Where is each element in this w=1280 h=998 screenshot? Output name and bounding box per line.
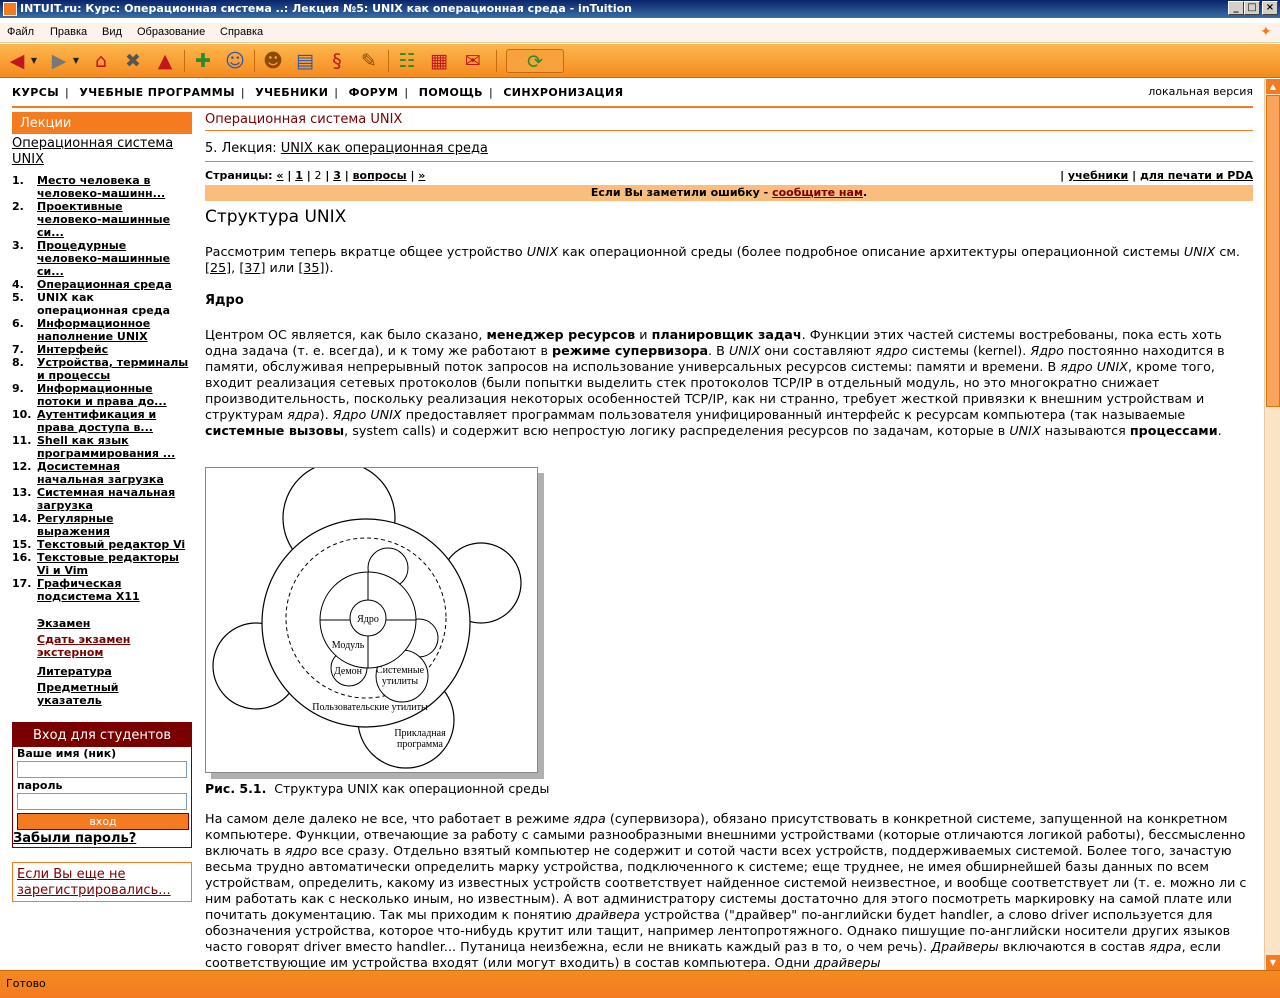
- textbooks-link[interactable]: учебники: [1067, 169, 1129, 182]
- divider: [205, 130, 1253, 131]
- toolbar: [0, 44, 1280, 78]
- menu-help[interactable]: Справка: [220, 26, 264, 38]
- lecture-number: 2.: [12, 200, 24, 213]
- kernel-label: Ядро: [357, 614, 379, 625]
- lecture-number: 16.: [12, 551, 32, 564]
- lecture-number: 12.: [12, 460, 32, 473]
- login-header: Вход для студентов: [13, 723, 191, 747]
- page-next[interactable]: »: [418, 169, 426, 182]
- divider: [12, 106, 1253, 108]
- lecture-link[interactable]: Процедурные человеко-машинные си...: [37, 239, 171, 278]
- back-button[interactable]: ◀ ▼: [9, 50, 37, 72]
- lecture-prefix: 5. Лекция:: [205, 141, 281, 156]
- add-user-button[interactable]: [190, 49, 216, 73]
- lectures-header: Лекции: [12, 112, 192, 134]
- lecture-item[interactable]: [12, 408, 192, 434]
- intuit-logo-icon: ✦: [1260, 24, 1272, 40]
- login-button[interactable]: вход: [17, 813, 189, 830]
- lecture-title: [205, 141, 488, 156]
- page-1[interactable]: 1: [295, 169, 303, 182]
- lecture-link[interactable]: Информационные потоки и права до...: [37, 382, 167, 408]
- page-questions[interactable]: вопросы: [352, 169, 407, 182]
- group-icon: ☷: [398, 50, 416, 72]
- course-title: Операционная система UNIX: [205, 112, 403, 127]
- lecture-number: 10.: [12, 408, 32, 421]
- lecture-number: 17.: [12, 577, 32, 590]
- student-button[interactable]: [260, 49, 286, 73]
- lecture-link[interactable]: UNIX как операционная среда: [280, 141, 488, 156]
- lecture-number: 5.: [12, 291, 24, 304]
- literature-link[interactable]: Литература: [37, 665, 112, 678]
- lecture-number: 1.: [12, 174, 24, 187]
- lecture-item[interactable]: [12, 577, 192, 603]
- scroll-up-icon[interactable]: ▲: [1266, 79, 1280, 94]
- name-input[interactable]: [17, 761, 187, 778]
- lecture-link[interactable]: Графическая подсистема X11: [37, 577, 140, 603]
- add-user-icon: ✚: [195, 50, 211, 72]
- lecture-item[interactable]: [12, 239, 192, 278]
- lecture-number: 3.: [12, 239, 24, 252]
- home-icon: ⌂: [94, 50, 108, 72]
- home-button[interactable]: [88, 49, 114, 73]
- forward-button[interactable]: ▶ ▼: [51, 50, 79, 72]
- forgot-password-link[interactable]: Забыли пароль?: [13, 831, 137, 846]
- caption-text: Структура UNIX как операционной среды: [274, 781, 550, 796]
- intro-paragraph: Рассмотрим теперь вкратце общее устройство UNIX как операционной среды (более подробное описание архитектуры операционной системы UNIX см. [25], [37] или [35]).: [205, 244, 1240, 275]
- users-button[interactable]: [222, 49, 248, 73]
- news-button[interactable]: [460, 49, 486, 73]
- users-icon: ☺: [225, 50, 245, 72]
- forward-icon: ▶: [51, 50, 67, 72]
- nav-sync[interactable]: СИНХРОНИЗАЦИЯ: [503, 86, 624, 99]
- marks-icon: §: [332, 50, 342, 72]
- menu-file[interactable]: Файл: [7, 26, 35, 38]
- sync-button[interactable]: [506, 49, 564, 73]
- marks-button[interactable]: [324, 49, 350, 73]
- archive-icon: ▦: [430, 50, 448, 72]
- lecture-link[interactable]: Текстовые редакторы Vi и Vim: [37, 551, 179, 577]
- nav-courses[interactable]: КУРСЫ: [12, 86, 60, 99]
- title-bar: [0, 0, 1280, 18]
- lecture-item[interactable]: [12, 278, 192, 291]
- sync-icon: ⟳: [527, 51, 543, 73]
- scroll-down-icon[interactable]: ▼: [1266, 955, 1280, 970]
- system-utils-label-1: Системные: [375, 665, 425, 676]
- menu-edit[interactable]: Правка: [50, 26, 88, 38]
- certificate-icon: ✎: [361, 50, 377, 72]
- page-3[interactable]: 3: [333, 169, 341, 182]
- lecture-item[interactable]: [12, 343, 192, 356]
- daemon-label: Демон: [333, 666, 363, 677]
- lecture-item[interactable]: [12, 200, 192, 239]
- report-error-link[interactable]: сообщите нам: [772, 186, 863, 199]
- lecture-link[interactable]: Регулярные выражения: [37, 512, 114, 538]
- back-icon: ◀: [9, 50, 25, 72]
- lecture-item[interactable]: [12, 317, 192, 343]
- lecture-link[interactable]: Аутентификация и права доступа в...: [37, 408, 157, 434]
- course-link[interactable]: Операционная система UNIX: [12, 136, 174, 167]
- lecture-number: 15.: [12, 538, 32, 551]
- news-icon: ✉: [465, 50, 481, 72]
- caption-number: Рис. 5.1.: [205, 781, 267, 796]
- ref-25[interactable]: [25]: [205, 260, 232, 275]
- page-links: | учебники | для печати и PDA: [1060, 169, 1253, 182]
- vertical-scrollbar[interactable]: [1264, 79, 1280, 970]
- lecture-item[interactable]: [12, 434, 192, 460]
- external-exam-link[interactable]: Сдать экзамен экстерном: [37, 633, 131, 659]
- books-icon: ▤: [296, 50, 314, 72]
- page-prev[interactable]: «: [276, 169, 284, 182]
- close-button[interactable]: ×: [1262, 1, 1278, 15]
- section-title: Структура UNIX: [205, 207, 347, 227]
- student-login-box: [12, 722, 192, 848]
- lecture-item[interactable]: [12, 486, 192, 512]
- pagination: Страницы: « | 1 | 2 | 3 | вопросы | »: [205, 169, 426, 182]
- figure: [205, 467, 545, 780]
- module-label: Модуль: [331, 640, 365, 651]
- student-icon: ☻: [263, 50, 283, 72]
- pages-label: Страницы:: [205, 169, 273, 182]
- page-2: 2: [314, 169, 322, 182]
- app-icon: [3, 2, 17, 16]
- lecture-link[interactable]: Shell как язык программирования ...: [37, 434, 176, 460]
- books-button[interactable]: [292, 49, 318, 73]
- divider: [205, 161, 1253, 162]
- stats-button[interactable]: [152, 49, 178, 73]
- name-label: Ваше имя (ник): [17, 747, 117, 760]
- status-text: Готово: [6, 977, 46, 990]
- lecture-item[interactable]: [12, 551, 192, 577]
- nav-textbooks[interactable]: УЧЕБНИКИ: [255, 86, 329, 99]
- lecture-number: 7.: [12, 343, 24, 356]
- lecture-item[interactable]: [12, 538, 192, 551]
- lecture-item[interactable]: [12, 291, 192, 317]
- stop-icon: ✖: [125, 50, 141, 72]
- system-utils-label-2: утилиты: [381, 676, 419, 687]
- print-pda-link[interactable]: для печати и PDA: [1139, 169, 1253, 182]
- user-utils-label: Пользовательские утилиты: [312, 702, 428, 713]
- lecture-item[interactable]: [12, 382, 192, 408]
- archive-button[interactable]: [426, 49, 452, 73]
- menu-education[interactable]: Образование: [137, 26, 206, 38]
- maximize-button[interactable]: □: [1244, 1, 1260, 15]
- error-report-bar: Если Вы заметили ошибку - сообщите нам.: [205, 185, 1253, 201]
- lecture-item[interactable]: [12, 174, 192, 200]
- lecture-link[interactable]: UNIX как операционная среда: [37, 291, 171, 317]
- lecture-link[interactable]: Системная начальная загрузка: [37, 486, 176, 512]
- stop-button[interactable]: [120, 49, 146, 73]
- nav-help[interactable]: ПОМОЩЬ: [418, 86, 483, 99]
- local-version-label: локальная версия: [1148, 85, 1253, 98]
- error-text: Если Вы заметили ошибку -: [590, 186, 773, 199]
- kernel-paragraph: Центром ОС является, как было сказано, менеджер ресурсов и планировщик задач. Функции этих частей системы востребованы, пока есть хоть одна задача (т. е. всегда), и к тому же работают в режиме супервизора. В UNIX они составляют ядро системы (kernel). Ядро постоянно находится в памяти, обслуживая непрерывный поток запросов на использование универсальных ресурсов системы: памяти и времени. В ядро UNIX, кроме того, входит реализация сетевых протоколов (были попытки выделить стек протоколов TCP/IP в отдельный модуль, но это многократно снижает производительность, поскольку реализация некоторых особенностей TCP/IP, как ни странно, требует жесткой привязки к внешним устройствам и структурам ядра). Ядро UNIX предоставляет программам пользователя унифицированный интерфейс к ресурсам компьютера (так называемые системные вызовы, system calls) и содержит всю непростую логику распределения ресурсов по задачам, которые в UNIX называются процессами.: [205, 327, 1225, 438]
- menu-bar: [0, 23, 1280, 43]
- lecture-item[interactable]: [12, 356, 192, 382]
- register-link[interactable]: Если Вы еще не зарегистрировались...: [12, 862, 192, 902]
- lecture-number: 9.: [12, 382, 24, 395]
- lecture-number: 11.: [12, 434, 32, 447]
- lecture-link[interactable]: Место человека в человеко-машинн...: [37, 174, 166, 200]
- index-link[interactable]: Предметный указатель: [37, 681, 119, 707]
- lecture-item[interactable]: [12, 460, 192, 486]
- lecture-link[interactable]: Устройства, терминалы и процессы: [37, 356, 189, 382]
- lecture-item[interactable]: [12, 512, 192, 538]
- menu-view[interactable]: Вид: [102, 26, 122, 38]
- password-label: пароль: [17, 779, 63, 792]
- lecture-link[interactable]: Проективные человеко-машинные си...: [37, 200, 171, 239]
- lecture-number: 4.: [12, 278, 24, 291]
- group-button[interactable]: [394, 49, 420, 73]
- chart-icon: ▲: [157, 50, 173, 72]
- scroll-thumb[interactable]: [1266, 95, 1280, 407]
- status-bar: [0, 970, 1280, 998]
- lecture-link[interactable]: Интерфейс: [37, 343, 109, 356]
- exam-link[interactable]: Экзамен: [37, 617, 91, 630]
- ref-37[interactable]: [37]: [239, 260, 266, 275]
- certificate-button[interactable]: [356, 49, 382, 73]
- lecture-number: 6.: [12, 317, 24, 330]
- password-input[interactable]: [17, 793, 187, 810]
- lecture-link[interactable]: Досистемная начальная загрузка: [37, 460, 164, 486]
- lecture-list: [12, 174, 192, 603]
- lecture-number: 8.: [12, 356, 24, 369]
- ref-35[interactable]: [35]: [298, 260, 325, 275]
- lecture-number: 13.: [12, 486, 32, 499]
- driver-paragraph: На самом деле далеко не все, что работает в режиме ядра (супервизора), обязано присутствовать в конкретной системе, запущенной на конкретном компьютере. Функции, отвечающие за работу с самыми разнообразными внешними устройствами (которые отличаются логикой работы), бессмысленно включать в ядро все сразу. Отдельно взятый компьютер не содержит и сотой части всех устройств, поддерживаемых системой. Более того, зачастую весьма трудно автоматически определить марку устройства, подключенного к системе; еще труднее, не имея обширнейшей базы данных по всем устройствам, определить, какому из известных устройств соответствует найденное системой неизвестное, и вообще соответствует ли (т. е. можно ли с ним работать как с несколько иным, но известным). А вот администратору системы достаточно для этого посмотреть маркировку на самой плате или почитать документацию. Так мы приходим к понятию драйвера устройства ("драйвер" по-английски будет handler, а слово driver используется для обозначения устройства, которое что-нибудь крутит или тащит, например лентопротяжного. Однако пишущие по-английски носители других языков часто говорят driver вместо handler... Путаница неизбежна, если не вникать каждый раз в то, о чем речь). Драйверы включаются в состав ядра, если соответствующие им устройства входят (или могут входить) в состав компьютера. Одни драйверы: [205, 811, 1247, 970]
- subsection-title: Ядро: [205, 293, 244, 308]
- top-navigation: КУРСЫ | УЧЕБНЫЕ ПРОГРАММЫ | УЧЕБНИКИ | ФОРУМ | ПОМОЩЬ | СИНХРОНИЗАЦИЯ: [12, 86, 624, 99]
- lecture-link[interactable]: Текстовый редактор Vi: [37, 538, 186, 551]
- app-label-2: программа: [397, 739, 443, 750]
- figure-caption: [205, 781, 549, 796]
- nav-forum[interactable]: ФОРУМ: [348, 86, 399, 99]
- app-label-1: Прикладная: [394, 728, 446, 739]
- nav-programs[interactable]: УЧЕБНЫЕ ПРОГРАММЫ: [79, 86, 235, 99]
- window-title: INTUIT.ru: Курс: Операционная система ..: Лекция №5: UNIX как операционная среда - inTuition: [20, 2, 632, 15]
- lecture-number: 14.: [12, 512, 32, 525]
- minimize-button[interactable]: _: [1228, 1, 1244, 15]
- lecture-link[interactable]: Информационное наполнение UNIX: [37, 317, 151, 343]
- unix-structure-diagram: [206, 468, 539, 774]
- lecture-link[interactable]: Операционная среда: [37, 278, 172, 291]
